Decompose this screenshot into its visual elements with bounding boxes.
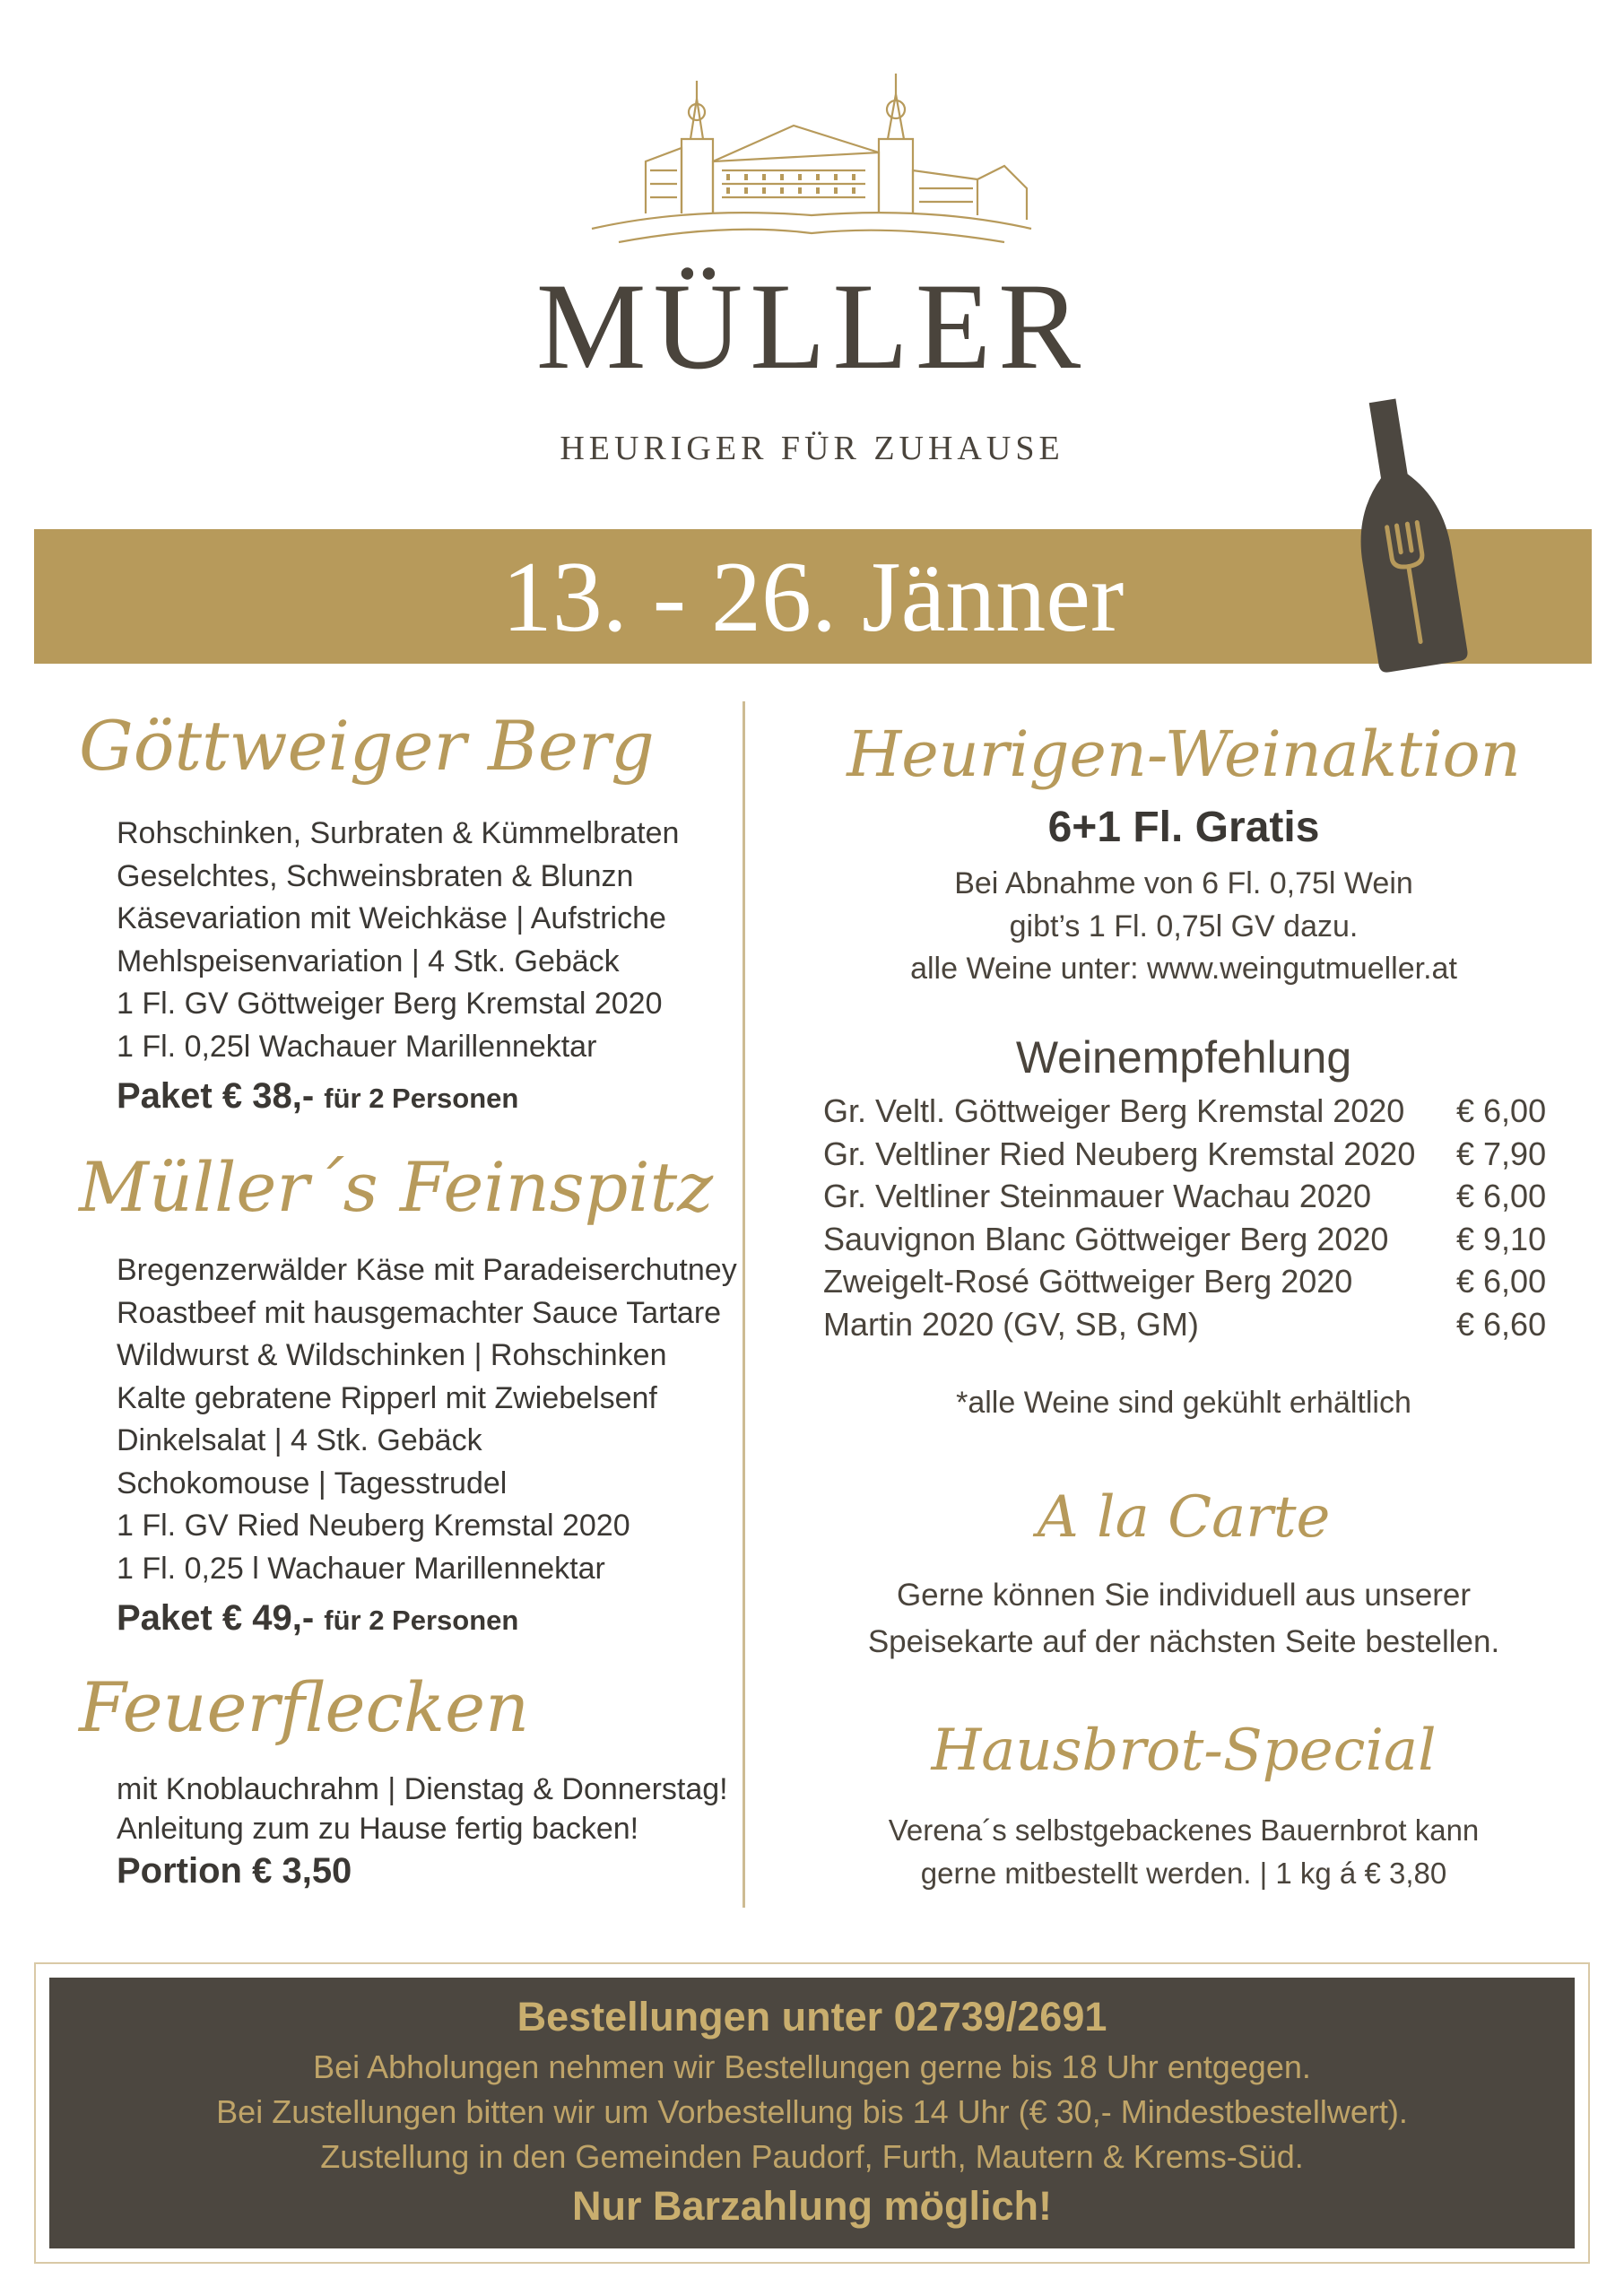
a-la-carte-text	[789, 1572, 1578, 1665]
list-item: 1 Fl. GV Ried Neuberg Kremstal 2020	[117, 1509, 630, 1543]
wine-row	[823, 1260, 1550, 1303]
price-note: für 2 Personen	[324, 1605, 519, 1636]
list-item: Roastbeef mit hausgemachter Sauce Tartare	[117, 1295, 722, 1330]
list-item: Geselchtes, Schweinsbraten & Blunzn	[117, 858, 634, 893]
wine-row	[823, 1303, 1550, 1346]
wine-list	[823, 1090, 1550, 1345]
wine-row	[823, 1090, 1550, 1133]
package-price-goettweiger	[117, 1076, 518, 1117]
list-item: mit Knoblauchrahm | Dienstag & Donnerstag!	[117, 1772, 728, 1806]
cash-only-note: Nur Barzahlung möglich!	[571, 2183, 1052, 2229]
castle-illustration-icon	[583, 63, 1040, 256]
wine-price: € 6,00	[1456, 1178, 1547, 1214]
wine-price: € 7,90	[1456, 1135, 1547, 1172]
wine-name: Gr. Veltliner Ried Neuberg Kremstal 2020	[823, 1135, 1416, 1172]
order-phone-heading: Bestellungen unter 02739/2691	[517, 1994, 1107, 2039]
wine-price: € 6,00	[1456, 1263, 1547, 1300]
package-title-feuerflecken: Feuerflecken	[79, 1667, 530, 1747]
hausbrot-line: Verena´s selbstgebackenes Bauernbrot kann	[888, 1813, 1480, 1847]
price-value: Portion € 3,50	[117, 1851, 352, 1891]
list-item: Bregenzerwälder Käse mit Paradeiserchutney	[117, 1253, 737, 1287]
tagline: HEURIGER FÜR ZUHAUSE	[560, 430, 1064, 467]
package-items-feinspitz	[117, 1249, 737, 1590]
list-item: Mehlspeisenvariation | 4 Stk. Gebäck	[117, 944, 620, 978]
package-price-feinspitz	[117, 1598, 518, 1639]
wine-price: € 9,10	[1456, 1220, 1547, 1257]
wine-name: Martin 2020 (GV, SB, GM)	[823, 1305, 1199, 1343]
list-item: Käsevariation mit Weichkäse | Aufstriche	[117, 901, 666, 935]
order-info	[49, 1989, 1575, 2233]
wine-price: € 6,60	[1456, 1305, 1547, 1343]
price-value: Paket € 49,-	[117, 1598, 315, 1638]
wine-name: Gr. Veltl. Göttweiger Berg Kremstal 2020	[823, 1092, 1405, 1129]
hausbrot-text	[789, 1809, 1578, 1895]
recommendation-title: Weinempfehlung	[1015, 1032, 1352, 1083]
order-info-line: Zustellung in den Gemeinden Paudorf, Furth, Mautern & Krems-Süd.	[320, 2138, 1304, 2175]
package-title-goettweiger: Göttweiger Berg	[79, 706, 655, 786]
list-item: Schokomouse | Tagesstrudel	[117, 1465, 508, 1500]
wine-row	[823, 1175, 1550, 1218]
order-info-line: Bei Zustellungen bitten wir um Vorbestellung bis 14 Uhr (€ 30,- Mindestbestellwert).	[216, 2093, 1408, 2130]
package-price-feuerflecken	[117, 1851, 352, 1892]
a-la-carte-title: A la Carte	[1037, 1484, 1331, 1551]
list-item: 1 Fl. 0,25l Wachauer Marillennektar	[117, 1029, 597, 1064]
order-info-line: Bei Abholungen nehmen wir Bestellungen gerne bis 18 Uhr entgegen.	[313, 2048, 1311, 2085]
wine-action-line: Bei Abnahme von 6 Fl. 0,75l Wein	[954, 866, 1413, 900]
list-item: Kalte gebratene Ripperl mit Zwiebelsenf	[117, 1380, 657, 1415]
brand-name: MÜLLER	[535, 257, 1089, 395]
date-range: 13. - 26. Jänner	[501, 542, 1125, 653]
wine-name: Gr. Veltliner Steinmauer Wachau 2020	[823, 1178, 1371, 1214]
price-note: für 2 Personen	[324, 1083, 519, 1114]
package-title-feinspitz: Müller´s Feinspitz	[79, 1147, 714, 1227]
wine-row	[823, 1218, 1550, 1261]
wine-action-description	[789, 863, 1578, 991]
wine-name: Sauvignon Blanc Göttweiger Berg 2020	[823, 1220, 1389, 1257]
wine-name: Zweigelt-Rosé Göttweiger Berg 2020	[823, 1263, 1353, 1300]
package-items-goettweiger	[117, 813, 679, 1068]
hausbrot-title: Hausbrot-Special	[931, 1718, 1437, 1784]
hausbrot-line: gerne mitbestellt werden. | 1 kg á € 3,80	[920, 1857, 1447, 1890]
price-value: Paket € 38,-	[117, 1076, 315, 1116]
list-item: 1 Fl. GV Göttweiger Berg Kremstal 2020	[117, 987, 663, 1021]
wine-action-line: gibt’s 1 Fl. 0,75l GV dazu.	[1009, 909, 1359, 944]
chilled-note: *alle Weine sind gekühlt erhältlich	[956, 1386, 1411, 1420]
wine-bottle-fork-icon	[1336, 390, 1471, 673]
wine-action-website[interactable]: alle Weine unter: www.weingutmueller.at	[910, 952, 1457, 986]
package-items-feuerflecken	[117, 1770, 728, 1848]
list-item: Dinkelsalat | 4 Stk. Gebäck	[117, 1423, 482, 1457]
list-item: 1 Fl. 0,25 l Wachauer Marillennektar	[117, 1551, 605, 1586]
wine-row	[823, 1133, 1550, 1176]
a-la-carte-line: Speisekarte auf der nächsten Seite bestellen.	[867, 1624, 1500, 1659]
wine-action-offer: 6+1 Fl. Gratis	[1047, 804, 1320, 851]
a-la-carte-line: Gerne können Sie individuell aus unserer	[896, 1578, 1472, 1613]
list-item: Wildwurst & Wildschinken | Rohschinken	[117, 1338, 667, 1372]
list-item: Rohschinken, Surbraten & Kümmelbraten	[117, 816, 680, 850]
wine-action-title: Heurigen-Weinaktion	[847, 718, 1521, 791]
list-item: Anleitung zum zu Hause fertig backen!	[117, 1812, 639, 1846]
wine-price: € 6,00	[1456, 1092, 1547, 1129]
column-divider	[743, 701, 745, 1908]
